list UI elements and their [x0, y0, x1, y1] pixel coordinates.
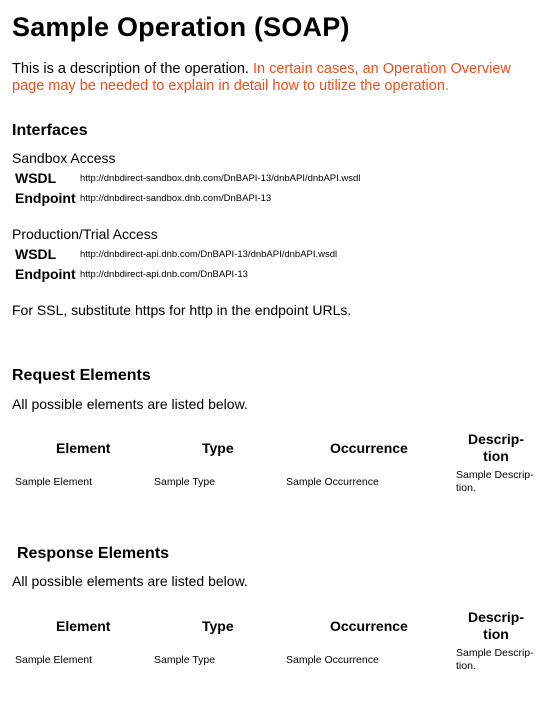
response-header-occurrence: Occurrence: [330, 618, 408, 634]
response-header-description-line2: tion: [483, 626, 509, 642]
response-header-description: [466, 609, 526, 643]
response-header-type: Type: [202, 618, 234, 634]
request-elements-heading: Request Elements: [12, 367, 151, 384]
production-endpoint-url: http://dnbdirect-api.dnb.com/DnBAPI-13: [80, 269, 248, 280]
request-header-description: [466, 431, 526, 465]
response-cell-description: [456, 647, 534, 673]
interfaces-heading: Interfaces: [12, 122, 88, 139]
request-cell-description-line1: Sample Descrip-: [456, 469, 534, 481]
response-cell-description-line1: Sample Descrip-: [456, 647, 534, 659]
response-elements-intro: All possible elements are listed below.: [12, 573, 248, 589]
request-cell-description-line2: tion.: [456, 482, 476, 494]
response-cell-occurrence: Sample Occurrence: [286, 654, 379, 666]
sandbox-endpoint-url: http://dnbdirect-sandbox.dnb.com/DnBAPI-13: [80, 193, 272, 204]
response-cell-type: Sample Type: [154, 654, 216, 666]
sandbox-access-label: Sandbox Access: [12, 150, 116, 166]
production-wsdl-url: http://dnbdirect-api.dnb.com/DnBAPI-13/dnbAPI/dnbAPI.wsdl: [80, 249, 338, 260]
description-note: In certain cases, an Operation Overview page may be needed to explain in detail how to utilize the operation.: [12, 61, 511, 94]
request-header-element: Element: [56, 440, 111, 456]
page-title: Sample Operation (SOAP): [12, 12, 350, 42]
operation-description: [12, 61, 542, 95]
request-header-description-line2: tion: [483, 448, 509, 464]
response-cell-description-line2: tion.: [456, 660, 476, 672]
request-header-occurrence: Occurrence: [330, 440, 408, 456]
sandbox-wsdl-label: WSDL: [15, 170, 57, 186]
response-elements-heading: Response Elements: [17, 545, 170, 562]
sandbox-endpoint-label: Endpoint: [15, 190, 76, 206]
production-access-label: Production/Trial Access: [12, 226, 158, 242]
response-header-element: Element: [56, 618, 111, 634]
request-cell-occurrence: Sample Occurrence: [286, 476, 379, 488]
production-wsdl-label: WSDL: [15, 246, 57, 262]
request-cell-element: Sample Element: [15, 476, 93, 488]
request-header-type: Type: [202, 440, 234, 456]
sandbox-wsdl-url: http://dnbdirect-sandbox.dnb.com/DnBAPI-13/dnbAPI/dnbAPI.wsdl: [80, 173, 361, 184]
production-endpoint-label: Endpoint: [15, 266, 76, 282]
response-header-description-line1: Descrip-: [467, 609, 525, 625]
request-elements-intro: All possible elements are listed below.: [12, 396, 248, 412]
response-cell-element: Sample Element: [15, 654, 93, 666]
ssl-note: For SSL, substitute https for http in the endpoint URLs.: [12, 302, 352, 318]
request-header-description-line1: Descrip-: [467, 431, 525, 447]
request-cell-type: Sample Type: [154, 476, 216, 488]
description-text: This is a description of the operation.: [12, 61, 253, 77]
request-cell-description: [456, 469, 534, 495]
